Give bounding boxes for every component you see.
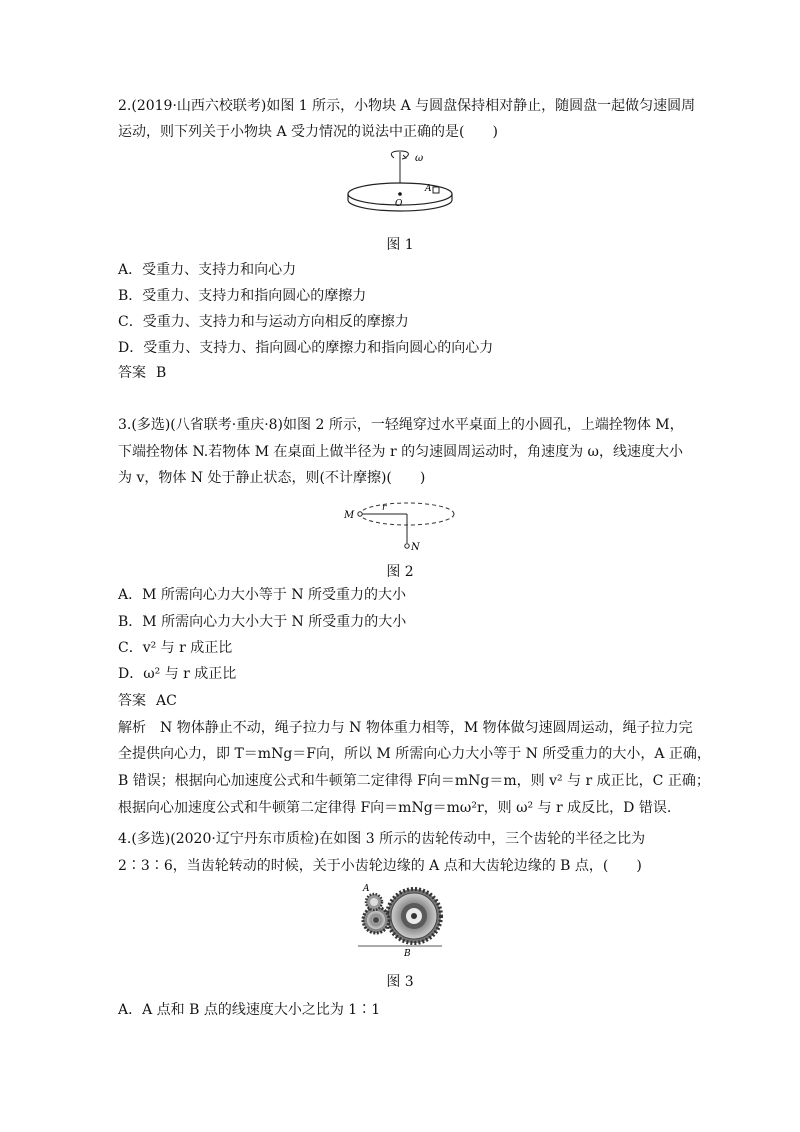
- q3-analysis-line-1: 解析 N 物体静止不动，绳子拉力与 N 物体重力相等，M 物体做匀速圆周运动，绳子拉力完: [118, 720, 693, 736]
- figure-1-caption: 图 1: [386, 237, 414, 253]
- omega-label: ω: [415, 153, 424, 164]
- q3-option-d: D．ω² 与 r 成正比: [118, 666, 237, 682]
- answer-value: AC: [156, 693, 177, 709]
- figure-2-rope-hole: [340, 497, 460, 557]
- q3-stem-line-1: 3.(多选)(八省联考·重庆·8)如图 2 所示，一轻绳穿过水平桌面上的小圆孔，上端拴物体 M，: [118, 417, 684, 433]
- figure-3-gears: [352, 880, 447, 960]
- q3-option-c: C．v² 与 r 成正比: [118, 640, 233, 656]
- q2-option-b: B．受重力、支持力和指向圆心的摩擦力: [118, 288, 367, 304]
- q3-analysis-line-3: B 错误；根据向心加速度公式和牛顿第二定律得 F向＝mNg＝m，则 v² 与 r 成正比，C 正确；: [118, 773, 710, 789]
- q4-stem-line-1: 4.(多选)(2020·辽宁丹东市质检)在如图 3 所示的齿轮传动中，三个齿轮的半径之比为: [118, 831, 646, 847]
- answer-label: 答案: [118, 365, 146, 381]
- point-a-label: A: [363, 884, 370, 894]
- answer-label: 答案: [118, 693, 146, 709]
- q4-stem-line-2: 2∶3∶6，当齿轮转动的时候，关于小齿轮边缘的 A 点和大齿轮边缘的 B 点，( ): [118, 858, 642, 874]
- q4-option-a: A．A 点和 B 点的线速度大小之比为 1∶1: [118, 1002, 381, 1018]
- mass-m: [358, 512, 362, 516]
- q3-option-b: B．M 所需向心力大小大于 N 所受重力的大小: [118, 614, 407, 630]
- point-b-label: B: [404, 949, 411, 959]
- block-a: [433, 187, 439, 193]
- figure-3-caption: 图 3: [386, 974, 414, 990]
- mass-n-label: N: [411, 542, 420, 553]
- mass-n: [405, 544, 409, 548]
- q2-answer: [118, 363, 166, 383]
- q2-option-d: D．受重力、支持力、指向圆心的摩擦力和指向圆心的向心力: [118, 340, 494, 356]
- q2-stem-line-1: 2.(2019·山西六校联考)如图 1 所示，小物块 A 与圆盘保持相对静止，随圆盘一起做匀速圆周: [118, 98, 696, 114]
- radius-r-label: r: [382, 503, 387, 513]
- q3-option-a: A．M 所需向心力大小等于 N 所受重力的大小: [118, 587, 407, 603]
- q2-stem-line-2: 运动，则下列关于小物块 A 受力情况的说法中正确的是( ): [118, 124, 498, 140]
- figure-2-caption: 图 2: [386, 564, 414, 580]
- q2-option-c: C．受重力、支持力和与运动方向相反的摩擦力: [118, 314, 409, 330]
- q3-analysis-line-2: 全提供向心力，即 T＝mNg＝F向，所以 M 所需向心力大小等于 N 所受重力的大小，A 正确，: [118, 746, 711, 762]
- center-o-label: O: [395, 199, 403, 209]
- q3-analysis-line-4: 根据向心加速度公式和牛顿第二定律得 F向＝mNg＝mω²r，则 ω² 与 r 成反比，D 错误.: [118, 800, 672, 816]
- q3-stem-line-2: 下端拴物体 N.若物体 M 在桌面上做半径为 r 的匀速圆周运动时，角速度为 ω，线速度大小: [118, 444, 683, 460]
- q2-option-a: A．受重力、支持力和向心力: [118, 262, 297, 278]
- mass-m-label: M: [344, 510, 355, 521]
- answer-value: B: [156, 365, 167, 381]
- q3-stem-line-3: 为 v，物体 N 处于静止状态，则(不计摩擦)( ): [118, 470, 426, 486]
- block-a-label: A: [425, 184, 432, 194]
- q3-answer: [118, 691, 177, 711]
- figure-1-rotating-disk: [345, 148, 460, 218]
